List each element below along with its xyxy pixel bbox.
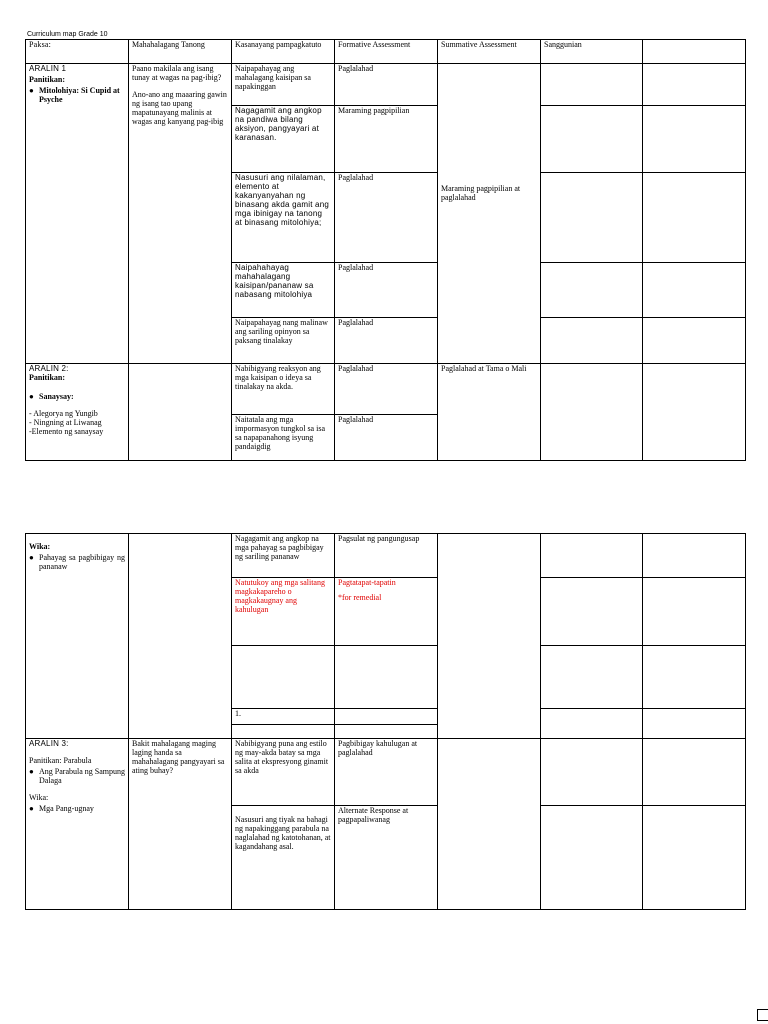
aralin3-question-1: Bakit mahalagang maging laging handa sa mahahalagang pangyayari sa ating buhay?: [129, 739, 232, 910]
header-summative: Summative Assessment: [438, 40, 541, 64]
aralin1-question-1: Paano makilala ang isang tunay at wagas na pag-ibig?: [132, 64, 222, 82]
header-tanong: Mahahalagang Tanong: [129, 40, 232, 64]
curriculum-table-1: [25, 39, 746, 461]
aralin1-title: ARALIN 1: [29, 64, 67, 73]
wika-topic: ● Pahayag sa pagbibigay ng pananaw: [29, 554, 125, 572]
header-sanggunian: Sanggunian: [541, 40, 643, 64]
wika-kasanayan-number: 1.: [232, 709, 335, 725]
aralin3-wika: Wika:: [29, 792, 49, 802]
aralin2-item-2: - Ningning at Liwanag: [29, 417, 102, 427]
aralin1-kasanayan-5: Naipapahayag nang malinaw ang sariling opinyon sa paksang tinalakay: [232, 318, 335, 364]
wika-title: Wika:: [29, 542, 51, 551]
aralin1-formative-2: Maraming pagpipilian: [335, 106, 438, 173]
aralin2-panitikan: Panitikan:: [29, 372, 66, 382]
wika-formative-1: Pagsulat ng pangungusap: [335, 534, 438, 578]
table-row: [26, 64, 746, 106]
wika-kasanayan-1: Nagagamit ang angkop na mga pahayag sa pagbibigay ng sariling pananaw: [232, 534, 335, 578]
wika-formative-2: [335, 578, 438, 646]
aralin2-item-3: -Elemento ng sanaysay: [29, 426, 104, 436]
aralin3-formative-2: Alternate Response at pagpapaliwanag: [335, 806, 438, 910]
aralin1-formative-5: Paglalahad: [335, 318, 438, 364]
aralin3-topic-cell: [26, 739, 129, 910]
aralin1-panitikan: Panitikan:: [29, 74, 66, 84]
aralin3-formative-1: Pagbibigay kahulugan at paglalahad: [335, 739, 438, 806]
aralin1-formative-4: Paglalahad: [335, 263, 438, 318]
aralin1-topic-cell: [26, 64, 129, 364]
aralin2-kasanayan-2: Naitatala ang mga impormasyon tungkol sa isa sa napapanahong isyung pandaigdig: [232, 415, 335, 461]
curriculum-table-2: [25, 533, 746, 910]
aralin2-kasanayan-1: Nabibigyang reaksyon ang mga kaisipan o ideya sa tinalakay na akda.: [232, 364, 335, 415]
aralin2-formative-1: Paglalahad: [335, 364, 438, 415]
table-row: [26, 739, 746, 806]
aralin2-topic-cell: [26, 364, 129, 461]
aralin3-wika-topic: ● Mga Pang-ugnay: [29, 805, 125, 814]
document-caption: Curriculum map Grade 10: [27, 31, 108, 38]
header-kasanayan: Kasanayang pampagkatuto: [232, 40, 335, 64]
header-empty: [643, 40, 746, 64]
table-header-row: [26, 40, 746, 64]
aralin3-panitikan: Panitikan: Parabula: [29, 755, 92, 765]
aralin1-formative-1: Paglalahad: [335, 64, 438, 106]
aralin2-formative-2: Paglalahad: [335, 415, 438, 461]
aralin1-kasanayan-3: Nasusuri ang nilalaman, elemento at kakanyanyahan ng binasang akda gamit ang mga ibinigay na tanong at binasang mitolohiya;: [232, 173, 335, 263]
header-formative: Formative Assessment: [335, 40, 438, 64]
wika-kasanayan-2: Natutukoy ang mga salitang magkakapareho o magkakaugnay ang kahulugan: [232, 578, 335, 646]
wika-formative-2-note: *for remedial: [338, 592, 382, 602]
aralin2-item-1: - Alegorya ng Yungib: [29, 408, 98, 418]
aralin3-title: ARALIN 3:: [29, 739, 69, 748]
aralin1-kasanayan-2: Nagagamit ang angkop na pandiwa bilang aksiyon, pangyayari at karanasan.: [232, 106, 335, 173]
aralin3-kasanayan-1: Nabibigyang puna ang estilo ng may-akda batay sa mga salita at ekspresyong ginamit sa akda: [232, 739, 335, 806]
aralin3-kasanayan-2: Nasusuri ang tiyak na bahagi ng napakinggang parabula na naglalahad ng katotohanan, at kagandahang asal.: [232, 806, 335, 910]
aralin1-kasanayan-4: Naipahahayag mahahalagang kaisipan/pananaw sa nabasang mitolohiya: [232, 263, 335, 318]
wika-topic-cell: [26, 534, 129, 739]
header-paksa: Paksa:: [26, 40, 129, 64]
aralin1-question-2: Ano-ano ang maaaring gawin ng isang tao upang mapatunayang malinis at wagas ang kanyang pag-ibig: [132, 89, 227, 126]
wika-formative-2-label: Pagtatapat-tapatin: [338, 578, 396, 587]
page-edge-marker: [757, 1009, 768, 1021]
table-row: [26, 534, 746, 578]
aralin2-topic: ● Sanaysay:: [29, 393, 125, 402]
aralin1-summative: Maraming pagpipilian at paglalahad: [438, 64, 541, 364]
aralin2-title: ARALIN 2:: [29, 364, 69, 373]
aralin1-kasanayan-1: Naipapahayag ang mahalagang kaisipan sa napakinggan: [232, 64, 335, 106]
aralin3-topic: ● Ang Parabula ng Sampung Dalaga: [29, 768, 125, 786]
aralin2-summative: Paglalahad at Tama o Mali: [438, 364, 541, 461]
table-row: [26, 364, 746, 415]
aralin1-question-cell: [129, 64, 232, 364]
aralin1-topic: ● Mitolohiya: Si Cupid at Psyche: [29, 87, 125, 105]
aralin1-formative-3: Paglalahad: [335, 173, 438, 263]
